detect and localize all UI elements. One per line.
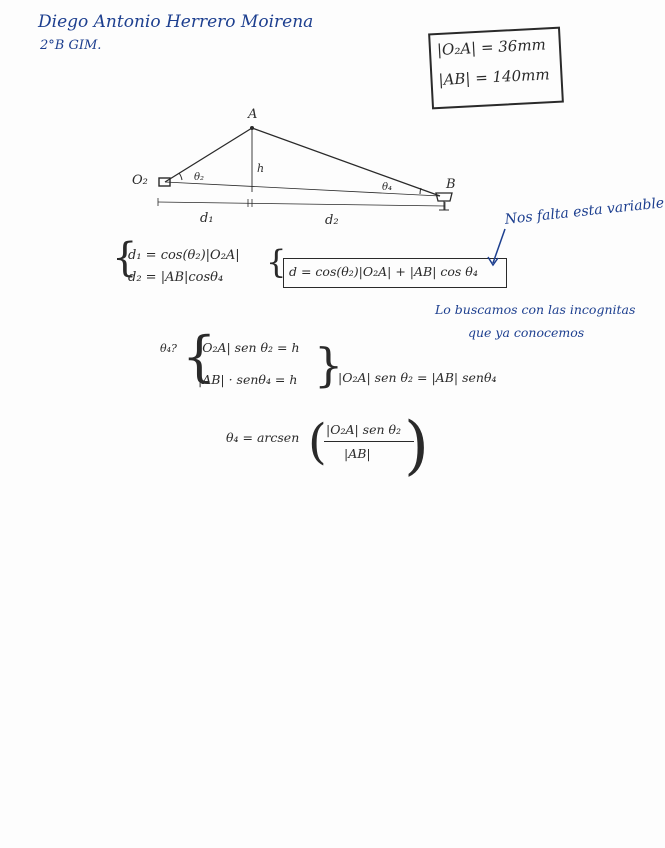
group-label: 2°B GIM. xyxy=(40,38,102,53)
label-theta2: θ₂ xyxy=(194,172,205,183)
label-d1: d₁ xyxy=(200,211,214,226)
annotation-arrow xyxy=(485,225,525,270)
eq-equal: |O₂A| sen θ₂ = |AB| senθ₄ xyxy=(338,370,497,385)
boxed-equation xyxy=(283,258,507,288)
theta4-query: θ₄? xyxy=(160,342,177,355)
label-h: h xyxy=(257,162,265,175)
eq-d2: d₂ = |AB|cosθ₄ xyxy=(128,270,224,285)
angle-theta2-arc xyxy=(179,173,182,180)
given-ab: |AB| = 140mm xyxy=(438,65,551,90)
brace-right: } xyxy=(314,338,344,392)
label-o2: O₂ xyxy=(132,173,148,188)
slider-b xyxy=(436,193,452,201)
frac-denominator: |AB| xyxy=(344,446,371,461)
eq-theta4-lhs: θ₄ = arcsen xyxy=(226,430,300,445)
eq-h1: |O₂A| sen θ₂ = h xyxy=(198,340,300,355)
note-find-line2: que ya conocemos xyxy=(468,325,585,340)
label-a: A xyxy=(248,107,258,122)
eq-h2: |AB| · senθ₄ = h xyxy=(198,372,298,387)
note-missing-variable: Nos falta esta variable xyxy=(504,195,665,228)
given-o2a: |O₂A| = 36mm xyxy=(436,35,547,60)
joint-a xyxy=(250,126,254,130)
dimension-line xyxy=(158,202,445,206)
label-theta4: θ₄ xyxy=(382,182,393,193)
brace-theta: { xyxy=(182,325,217,388)
fraction-bar xyxy=(324,441,414,442)
brace-left: { xyxy=(112,235,138,281)
brace-mid: { xyxy=(266,243,287,281)
paren-left: ( xyxy=(308,414,327,470)
author-name: Diego Antonio Herrero Moirena xyxy=(38,12,314,32)
label-b: B xyxy=(446,177,456,192)
given-values-box xyxy=(428,27,564,110)
note-find-line1: Lo buscamos con las incognitas xyxy=(435,302,636,317)
link-o2a xyxy=(165,128,252,182)
linkage-diagram xyxy=(120,100,480,230)
frac-numerator: |O₂A| sen θ₂ xyxy=(326,422,402,437)
eq-d-total: d = cos(θ₂)|O₂A| + |AB| cos θ₄ xyxy=(289,264,478,279)
baseline xyxy=(165,182,440,196)
link-ab xyxy=(252,128,440,196)
eq-d1: d₁ = cos(θ₂)|O₂A| xyxy=(128,248,240,263)
label-d2: d₂ xyxy=(325,213,339,228)
paren-right: ) xyxy=(404,409,429,483)
